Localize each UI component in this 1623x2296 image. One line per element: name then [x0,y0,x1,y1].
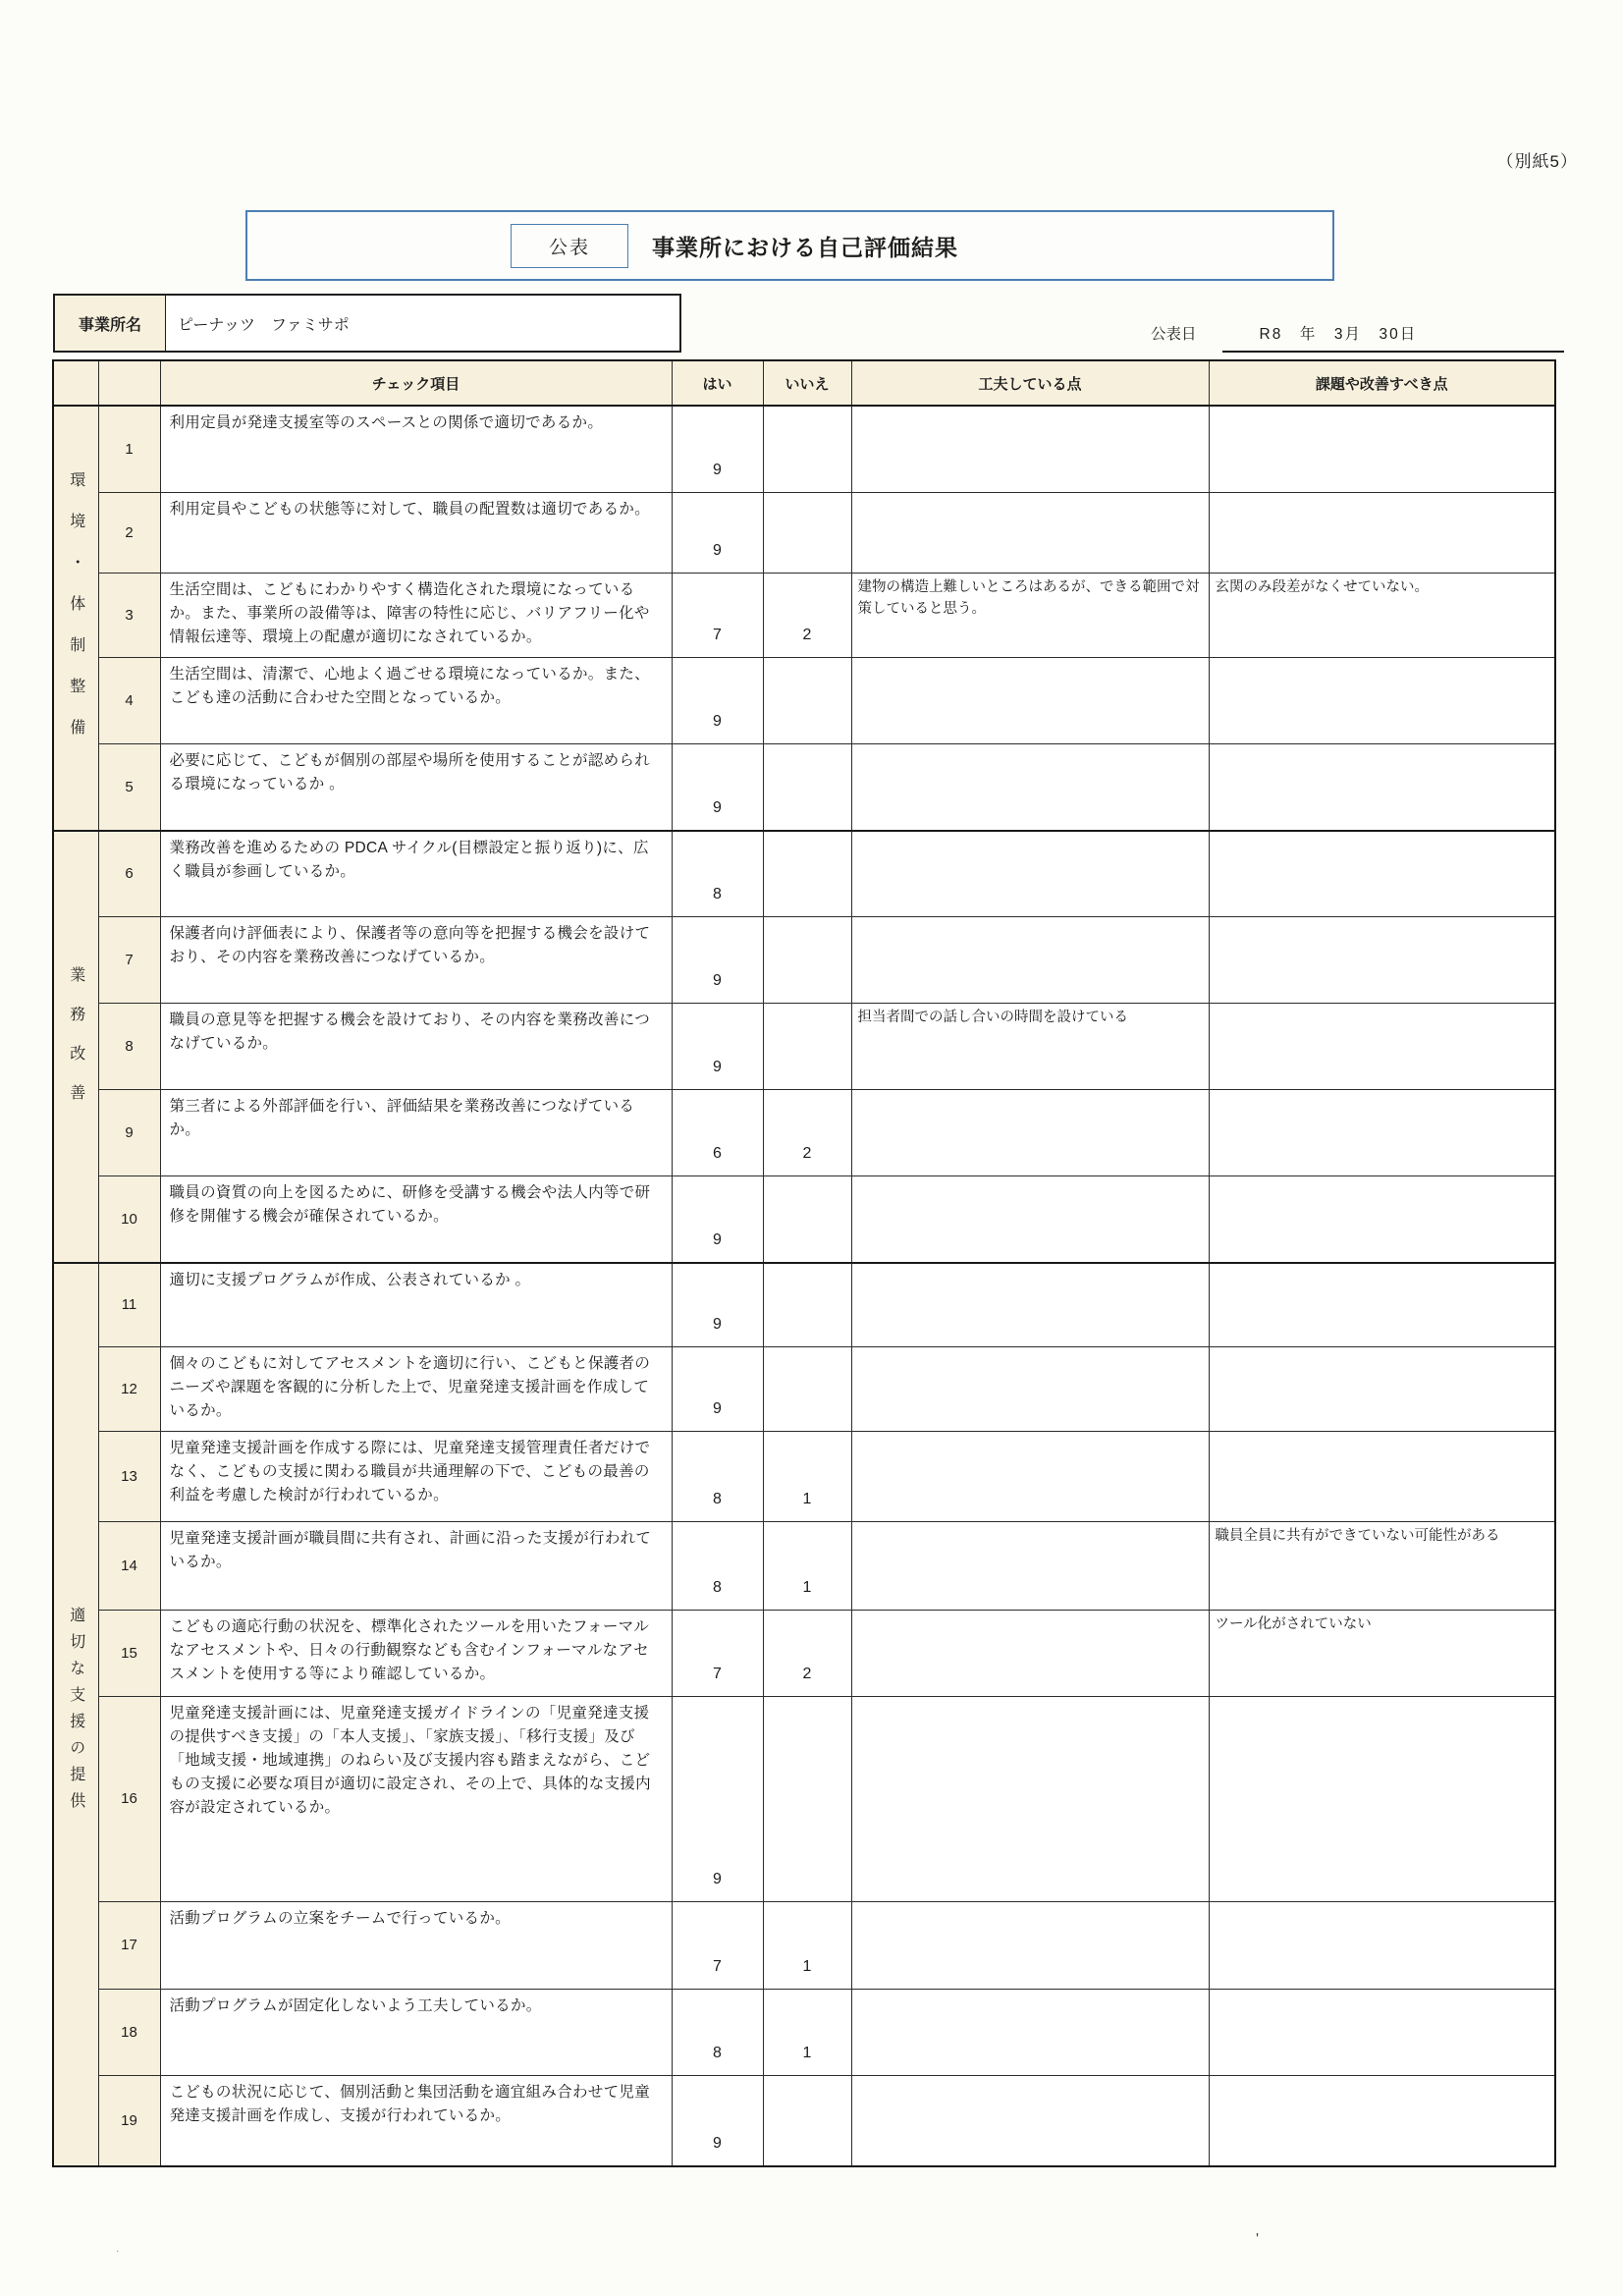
devised-point [851,406,1209,492]
yes-count: 8 [672,1521,763,1610]
row-number: 8 [98,1003,160,1089]
office-name-label: 事業所名 [55,296,166,351]
yes-count: 9 [672,1003,763,1089]
yes-count: 9 [672,2075,763,2166]
no-count [763,657,851,743]
devised-point [851,1346,1209,1431]
devised-point [851,1175,1209,1263]
issue-point: 玄関のみ段差がなくせていない。 [1209,573,1555,657]
row-number: 13 [98,1431,160,1521]
no-count [763,2075,851,2166]
devised-point [851,1696,1209,1901]
table-row [53,1263,1555,1346]
check-item-text: 活動プログラムが固定化しないよう工夫しているか。 [160,1989,672,2075]
table-row [53,1175,1555,1263]
devised-point [851,492,1209,573]
yes-count: 7 [672,1610,763,1696]
check-item-text: 業務改善を進めるための PDCA サイクル(目標設定と振り返り)に、広く職員が参画しているか。 [160,831,672,916]
yes-count: 9 [672,1175,763,1263]
no-count [763,743,851,831]
no-count: 1 [763,1431,851,1521]
devised-point [851,743,1209,831]
row-number: 7 [98,916,160,1003]
no-count [763,916,851,1003]
issue-point [1209,916,1555,1003]
header-category-blank [53,360,98,406]
check-item-text: 職員の資質の向上を図るために、研修を受講する機会や法人内等で研修を開催する機会が確保されているか。 [160,1175,672,1263]
table-row [53,1521,1555,1610]
row-number: 11 [98,1263,160,1346]
category-cell [53,1263,98,2166]
no-count: 2 [763,1610,851,1696]
row-number: 15 [98,1610,160,1696]
row-number: 3 [98,573,160,657]
no-count [763,1003,851,1089]
issue-point [1209,1901,1555,1989]
devised-point: 担当者間での話し合いの時間を設けている [851,1003,1209,1089]
table-row [53,743,1555,831]
issue-point [1209,1431,1555,1521]
category-cell [53,831,98,1263]
no-count [763,831,851,916]
devised-point [851,2075,1209,2166]
table-row [53,1610,1555,1696]
issue-point: ツール化がされていない [1209,1610,1555,1696]
devised-point: 建物の構造上難しいところはあるが、できる範囲で対策していると思う。 [851,573,1209,657]
check-item-text: 第三者による外部評価を行い、評価結果を業務改善につなげているか。 [160,1089,672,1175]
yes-count: 8 [672,831,763,916]
devised-point [851,1431,1209,1521]
table-row [53,1003,1555,1089]
issue-point [1209,406,1555,492]
scan-artifact: . [116,2241,120,2255]
publication-date-value: R8 年 3月 30日 [1222,320,1564,353]
evaluation-table [52,359,1556,2167]
row-number: 1 [98,406,160,492]
devised-point [851,1610,1209,1696]
check-item-text: 個々のこどもに対してアセスメントを適切に行い、こどもと保護者のニーズや課題を客観的に分析した上で、児童発達支援計画を作成しているか。 [160,1346,672,1431]
issue-point [1209,492,1555,573]
table-row [53,2075,1555,2166]
check-item-text: 利用定員が発達支援室等のスペースとの関係で適切であるか。 [160,406,672,492]
check-item-text: 児童発達支援計画が職員間に共有され、計画に沿った支援が行われているか。 [160,1521,672,1610]
check-item-text: 児童発達支援計画には、児童発達支援ガイドラインの「児童発達支援の提供すべき支援」の「本人支援」、「家族支援」、「移行支援」及び「地域支援・地域連携」のねらい及び支援内容も踏まえながら、こどもの支援に必要な項目が適切に設定され、その上で、具体的な支援内容が設定されているか。 [160,1696,672,1901]
devised-point [851,657,1209,743]
office-name-value: ピーナッツ ファミサポ [178,316,350,334]
row-number: 19 [98,2075,160,2166]
table-row [53,1989,1555,2075]
row-number: 9 [98,1089,160,1175]
scan-artifact: ' [1256,2231,1260,2248]
table-header-row [53,360,1555,406]
yes-count: 7 [672,1901,763,1989]
row-number: 14 [98,1521,160,1610]
table-row [53,1089,1555,1175]
check-item-text: 活動プログラムの立案をチームで行っているか。 [160,1901,672,1989]
no-count [763,1346,851,1431]
table-row [53,573,1555,657]
no-count: 1 [763,1521,851,1610]
header-yes: はい [672,360,763,406]
row-number: 2 [98,492,160,573]
yes-count: 9 [672,406,763,492]
office-name-box [53,294,681,353]
no-count [763,1263,851,1346]
header-number-blank [98,360,160,406]
no-count [763,492,851,573]
table-row [53,657,1555,743]
table-row [53,1431,1555,1521]
issue-point [1209,1175,1555,1263]
publication-date [1151,320,1564,353]
category-cell [53,406,98,831]
table-row [53,492,1555,573]
no-count: 2 [763,1089,851,1175]
row-number: 5 [98,743,160,831]
table-row [53,406,1555,492]
table-row [53,1696,1555,1901]
issue-point [1209,1346,1555,1431]
devised-point [851,1521,1209,1610]
issue-point [1209,831,1555,916]
category-label: 業務改善 [67,965,84,1123]
check-item-text: 生活空間は、こどもにわかりやすく構造化された環境になっているか。また、事業所の設備等は、障害の特性に応じ、バリアフリー化や情報伝達等、環境上の配慮が適切になされているか。 [160,573,672,657]
issue-point [1209,1696,1555,1901]
check-item-text: 利用定員やこどもの状態等に対して、職員の配置数は適切であるか。 [160,492,672,573]
row-number: 6 [98,831,160,916]
yes-count: 8 [672,1989,763,2075]
header-no: いいえ [763,360,851,406]
issue-point [1209,1003,1555,1089]
table-row [53,1901,1555,1989]
row-number: 18 [98,1989,160,2075]
issue-point [1209,1089,1555,1175]
row-number: 4 [98,657,160,743]
no-count: 1 [763,1901,851,1989]
yes-count: 9 [672,492,763,573]
evaluation-table-body [53,406,1555,2166]
issue-point [1209,1989,1555,2075]
devised-point [851,916,1209,1003]
table-row [53,1346,1555,1431]
check-item-text: 適切に支援プログラムが作成、公表されているか 。 [160,1263,672,1346]
header-issues: 課題や改善すべき点 [1209,360,1555,406]
devised-point [851,1901,1209,1989]
check-item-text: 児童発達支援計画を作成する際には、児童発達支援管理責任者だけでなく、こどもの支援に関わる職員が共通理解の下で、こどもの最善の利益を考慮した検討が行われているか。 [160,1431,672,1521]
header-check-item: チェック項目 [160,360,672,406]
row-number: 12 [98,1346,160,1431]
no-count [763,1175,851,1263]
devised-point [851,1089,1209,1175]
yes-count: 9 [672,1346,763,1431]
title-box [245,210,1334,281]
yes-count: 9 [672,657,763,743]
no-count: 2 [763,573,851,657]
devised-point [851,831,1209,916]
page-title: 事業所における自己評価結果 [652,234,958,260]
yes-count: 9 [672,916,763,1003]
yes-count: 6 [672,1089,763,1175]
devised-point [851,1263,1209,1346]
table-row [53,831,1555,916]
yes-count: 9 [672,1263,763,1346]
yes-count: 9 [672,1696,763,1901]
issue-point [1209,1263,1555,1346]
no-count [763,406,851,492]
row-number: 10 [98,1175,160,1263]
check-item-text: こどもの状況に応じて、個別活動と集団活動を適宜組み合わせて児童発達支援計画を作成し、支援が行われているか。 [160,2075,672,2166]
devised-point [851,1989,1209,2075]
check-item-text: 必要に応じて、こどもが個別の部屋や場所を使用することが認められる環境になっているか 。 [160,743,672,831]
issue-point: 職員全員に共有ができていない可能性がある [1209,1521,1555,1610]
no-count [763,1696,851,1901]
yes-count: 7 [672,573,763,657]
category-label: 適切な支援の提供 [67,1606,84,1819]
issue-point [1209,657,1555,743]
yes-count: 8 [672,1431,763,1521]
attachment-label: （別紙5） [1496,152,1578,171]
check-item-text: 職員の意見等を把握する機会を設けており、その内容を業務改善につなげているか。 [160,1003,672,1089]
publication-date-label: 公表日 [1151,326,1197,343]
check-item-text: 保護者向け評価表により、保護者等の意向等を把握する機会を設けており、その内容を業務改善につなげているか。 [160,916,672,1003]
no-count: 1 [763,1989,851,2075]
row-number: 16 [98,1696,160,1901]
row-number: 17 [98,1901,160,1989]
check-item-text: こどもの適応行動の状況を、標準化されたツールを用いたフォーマルなアセスメントや、日々の行動観察なども含むインフォーマルなアセスメントを使用する等により確認しているか。 [160,1610,672,1696]
publication-badge: 公表 [511,224,628,268]
issue-point [1209,743,1555,831]
header-devised: 工夫している点 [851,360,1209,406]
check-item-text: 生活空間は、清潔で、心地よく過ごせる環境になっているか。また、こども達の活動に合わせた空間となっているか。 [160,657,672,743]
yes-count: 9 [672,743,763,831]
table-row [53,916,1555,1003]
issue-point [1209,2075,1555,2166]
category-label: 環境・体制整備 [67,471,84,760]
